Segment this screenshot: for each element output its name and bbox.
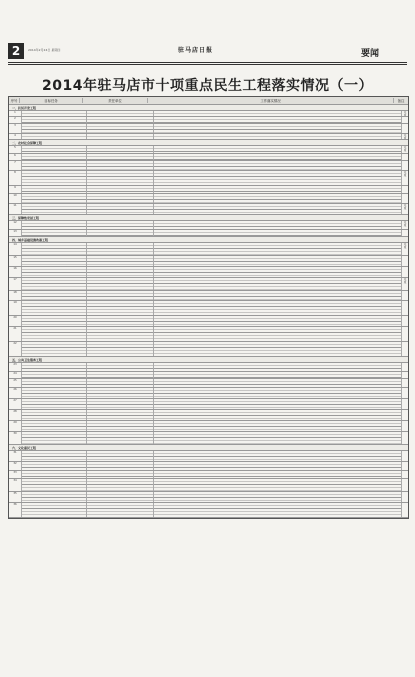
progress-cell	[154, 124, 402, 133]
masthead	[8, 45, 407, 59]
progress-cell	[154, 117, 402, 123]
task-cell	[22, 134, 87, 139]
header-task: 目标任务	[20, 98, 83, 103]
task-cell	[22, 186, 87, 193]
row-index: 15	[9, 256, 22, 266]
row-index: 30	[9, 432, 22, 444]
table-row	[9, 243, 408, 256]
status-mark	[402, 117, 408, 123]
task-cell	[22, 503, 87, 517]
status-mark: 完成	[403, 134, 407, 139]
status-mark	[402, 462, 408, 470]
table-row	[9, 327, 408, 342]
row-index: 13	[9, 230, 22, 236]
task-cell	[22, 388, 87, 398]
section-label: 要闻	[360, 49, 379, 59]
task-cell	[22, 146, 87, 153]
progress-cell	[154, 451, 402, 461]
progress-cell	[154, 327, 402, 341]
project-table	[8, 96, 409, 519]
unit-cell	[87, 124, 154, 133]
status-mark	[402, 399, 408, 409]
row-index: 12	[9, 221, 22, 229]
progress-cell	[154, 503, 402, 517]
status-mark	[402, 267, 408, 277]
row-index: 7	[9, 161, 22, 170]
task-cell	[22, 267, 87, 277]
table-row	[9, 291, 408, 301]
progress-cell	[154, 363, 402, 371]
progress-cell	[154, 492, 402, 502]
task-cell	[22, 256, 87, 266]
unit-cell	[87, 146, 154, 153]
task-cell	[22, 291, 87, 300]
status-mark	[402, 161, 408, 170]
unit-cell	[87, 117, 154, 123]
unit-cell	[87, 462, 154, 470]
unit-cell	[87, 410, 154, 420]
status-mark	[402, 194, 408, 203]
progress-cell	[154, 204, 402, 214]
status-mark	[402, 124, 408, 133]
table-row	[9, 256, 408, 267]
table-section-heading: 五、公共卫生服务工程	[9, 357, 408, 363]
progress-cell	[154, 154, 402, 160]
table-row	[9, 154, 408, 161]
progress-cell	[154, 291, 402, 300]
task-cell	[22, 161, 87, 170]
progress-cell	[154, 171, 402, 185]
status-mark	[402, 479, 408, 491]
unit-cell	[87, 379, 154, 387]
row-index: 34	[9, 479, 22, 491]
unit-cell	[87, 221, 154, 229]
status-mark: 完成	[403, 278, 407, 285]
row-index: 19	[9, 301, 22, 315]
progress-cell	[154, 421, 402, 431]
row-index: 6	[9, 154, 22, 160]
table-row	[9, 363, 408, 372]
table-row	[9, 479, 408, 492]
table-row	[9, 388, 408, 399]
row-index: 5	[9, 146, 22, 153]
unit-cell	[87, 256, 154, 266]
progress-cell	[154, 111, 402, 116]
table-row	[9, 146, 408, 154]
unit-cell	[87, 421, 154, 431]
unit-cell	[87, 243, 154, 255]
status-mark	[402, 327, 408, 341]
progress-cell	[154, 432, 402, 444]
unit-cell	[87, 399, 154, 409]
status-mark	[402, 492, 408, 502]
page-number: 2	[8, 43, 24, 59]
row-index: 14	[9, 243, 22, 255]
progress-cell	[154, 134, 402, 139]
row-index: 32	[9, 462, 22, 470]
task-cell	[22, 204, 87, 214]
task-cell	[22, 479, 87, 491]
table-row	[9, 471, 408, 479]
row-index: 3	[9, 124, 22, 133]
table-row	[9, 492, 408, 503]
progress-cell	[154, 471, 402, 478]
unit-cell	[87, 471, 154, 478]
unit-cell	[87, 479, 154, 491]
table-row	[9, 301, 408, 316]
row-index: 18	[9, 291, 22, 300]
task-cell	[22, 316, 87, 326]
status-mark: 完成	[403, 171, 407, 178]
table-section-heading: 六、文化惠民工程	[9, 445, 408, 451]
status-mark: 完成	[403, 111, 407, 116]
unit-cell	[87, 372, 154, 378]
table-row	[9, 204, 408, 215]
status-mark	[402, 316, 408, 326]
row-index: 31	[9, 451, 22, 461]
table-section-heading: 一、扶贫开发工程	[9, 105, 408, 111]
table-row	[9, 421, 408, 432]
unit-cell	[87, 363, 154, 371]
unit-cell	[87, 301, 154, 315]
status-mark	[402, 301, 408, 315]
task-cell	[22, 410, 87, 420]
progress-cell	[154, 379, 402, 387]
row-index: 25	[9, 379, 22, 387]
status-mark	[402, 230, 408, 236]
table-row	[9, 124, 408, 134]
unit-cell	[87, 291, 154, 300]
table-row	[9, 372, 408, 379]
unit-cell	[87, 492, 154, 502]
table-row	[9, 342, 408, 357]
progress-cell	[154, 316, 402, 326]
status-mark: 完成	[403, 204, 407, 211]
progress-cell	[154, 278, 402, 290]
unit-cell	[87, 342, 154, 356]
status-mark	[402, 471, 408, 478]
task-cell	[22, 194, 87, 203]
task-cell	[22, 492, 87, 502]
table-row	[9, 186, 408, 194]
row-index: 10	[9, 194, 22, 203]
status-mark: 完成	[403, 221, 407, 228]
unit-cell	[87, 278, 154, 290]
header-progress: 工作落实情况	[148, 98, 394, 103]
row-index: 35	[9, 492, 22, 502]
status-mark	[402, 154, 408, 160]
row-index: 8	[9, 171, 22, 185]
progress-cell	[154, 256, 402, 266]
masthead-rule-thin	[8, 64, 407, 65]
task-cell	[22, 451, 87, 461]
task-cell	[22, 432, 87, 444]
header-note: 备注	[397, 99, 405, 103]
unit-cell	[87, 161, 154, 170]
status-mark	[402, 451, 408, 461]
row-index: 9	[9, 186, 22, 193]
task-cell	[22, 363, 87, 371]
status-mark	[402, 186, 408, 193]
task-cell	[22, 342, 87, 356]
progress-cell	[154, 221, 402, 229]
task-cell	[22, 471, 87, 478]
table-header	[9, 97, 408, 105]
task-cell	[22, 154, 87, 160]
task-cell	[22, 111, 87, 116]
masthead-rule	[8, 62, 407, 63]
unit-cell	[87, 451, 154, 461]
status-mark	[402, 410, 408, 420]
issue-date: 2014年2月24日 星期四	[28, 48, 61, 52]
progress-cell	[154, 410, 402, 420]
task-cell	[22, 462, 87, 470]
row-index: 20	[9, 316, 22, 326]
task-cell	[22, 399, 87, 409]
unit-cell	[87, 134, 154, 139]
table-row	[9, 267, 408, 278]
row-index: 29	[9, 421, 22, 431]
progress-cell	[154, 230, 402, 236]
progress-cell	[154, 342, 402, 356]
status-mark: 完成	[403, 146, 407, 153]
row-index: 4	[9, 134, 22, 139]
task-cell	[22, 117, 87, 123]
progress-cell	[154, 161, 402, 170]
status-mark	[402, 379, 408, 387]
task-cell	[22, 327, 87, 341]
table-row	[9, 410, 408, 421]
table-row	[9, 221, 408, 230]
table-row	[9, 171, 408, 186]
article-title: 2014年驻马店市十项重点民生工程落实情况（一）	[42, 78, 373, 94]
progress-cell	[154, 267, 402, 277]
row-index: 11	[9, 204, 22, 214]
progress-cell	[154, 388, 402, 398]
header-unit: 责任单位	[83, 98, 148, 103]
progress-cell	[154, 146, 402, 153]
row-index: 16	[9, 267, 22, 277]
row-index: 21	[9, 327, 22, 341]
status-mark	[402, 342, 408, 356]
table-row	[9, 194, 408, 204]
row-index: 36	[9, 503, 22, 517]
status-mark	[402, 372, 408, 378]
table-row	[9, 503, 408, 518]
unit-cell	[87, 230, 154, 236]
progress-cell	[154, 372, 402, 378]
unit-cell	[87, 186, 154, 193]
status-mark	[402, 256, 408, 266]
progress-cell	[154, 399, 402, 409]
task-cell	[22, 243, 87, 255]
unit-cell	[87, 316, 154, 326]
table-row	[9, 117, 408, 124]
table-row	[9, 451, 408, 462]
header-index: 序号	[9, 98, 20, 103]
unit-cell	[87, 204, 154, 214]
row-index: 22	[9, 342, 22, 356]
progress-cell	[154, 301, 402, 315]
row-index: 17	[9, 278, 22, 290]
table-row	[9, 230, 408, 237]
task-cell	[22, 278, 87, 290]
task-cell	[22, 301, 87, 315]
progress-cell	[154, 479, 402, 491]
table-row	[9, 161, 408, 171]
task-cell	[22, 230, 87, 236]
row-index: 33	[9, 471, 22, 478]
table-row	[9, 432, 408, 445]
progress-cell	[154, 243, 402, 255]
row-index: 23	[9, 363, 22, 371]
status-mark	[402, 291, 408, 300]
status-mark	[402, 421, 408, 431]
task-cell	[22, 171, 87, 185]
unit-cell	[87, 171, 154, 185]
table-row	[9, 379, 408, 388]
table-section-heading: 三、保障性安居工程	[9, 215, 408, 221]
unit-cell	[87, 111, 154, 116]
unit-cell	[87, 154, 154, 160]
status-mark	[402, 363, 408, 371]
task-cell	[22, 372, 87, 378]
status-mark	[402, 388, 408, 398]
row-index: 24	[9, 372, 22, 378]
unit-cell	[87, 267, 154, 277]
progress-cell	[154, 462, 402, 470]
unit-cell	[87, 432, 154, 444]
status-mark	[402, 503, 408, 517]
progress-cell	[154, 186, 402, 193]
table-row	[9, 316, 408, 327]
table-section-heading: 四、城乡基础设施改善工程	[9, 237, 408, 243]
task-cell	[22, 124, 87, 133]
row-index: 2	[9, 117, 22, 123]
progress-cell	[154, 194, 402, 203]
unit-cell	[87, 327, 154, 341]
row-index: 1	[9, 111, 22, 116]
row-index: 26	[9, 388, 22, 398]
row-index: 27	[9, 399, 22, 409]
status-mark	[402, 432, 408, 444]
task-cell	[22, 421, 87, 431]
status-mark: 完成	[403, 243, 407, 250]
paper-name: 驻马店日报	[178, 47, 214, 54]
unit-cell	[87, 194, 154, 203]
table-row	[9, 399, 408, 410]
table-section-heading: 二、农村社会保障工程	[9, 140, 408, 146]
row-index: 28	[9, 410, 22, 420]
table-row	[9, 278, 408, 291]
task-cell	[22, 379, 87, 387]
unit-cell	[87, 503, 154, 517]
task-cell	[22, 221, 87, 229]
table-row	[9, 462, 408, 471]
unit-cell	[87, 388, 154, 398]
